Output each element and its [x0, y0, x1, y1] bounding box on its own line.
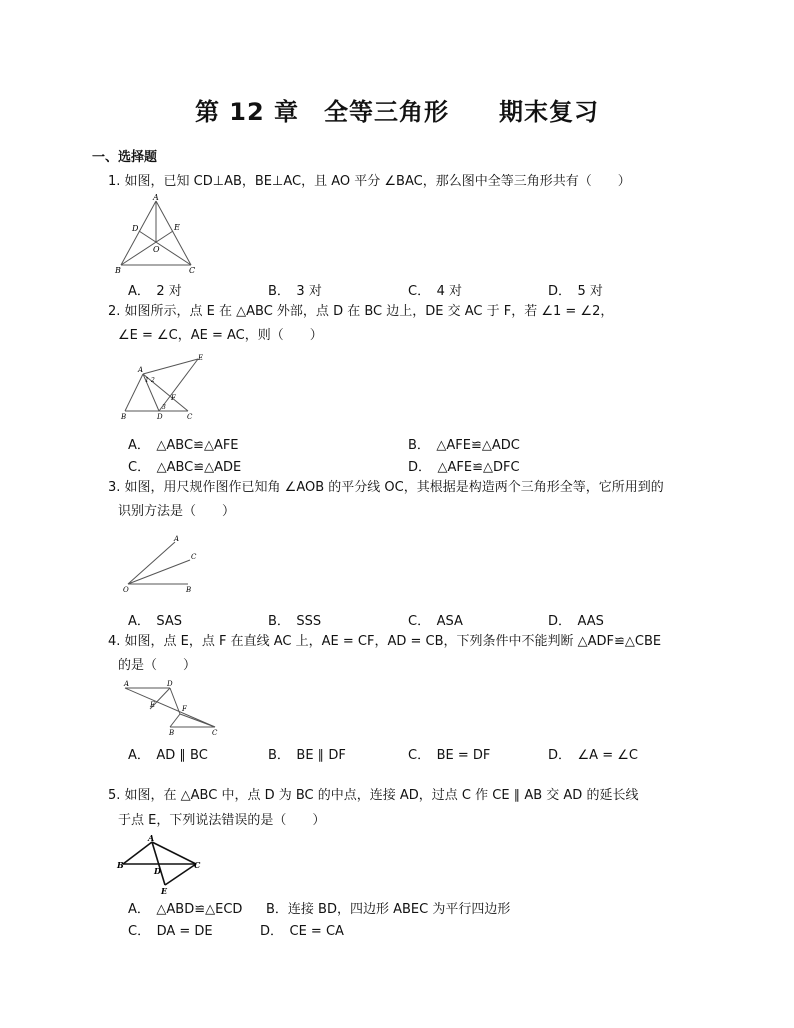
q4-option-b[interactable]: B． BE ∥ DF [268, 748, 346, 763]
q5-label-e: E [161, 886, 168, 896]
q4-label-b: B [169, 729, 175, 737]
q2-stem-line2: ∠E = ∠C，AE = AC，则（ ） [118, 328, 323, 343]
q4-option-d[interactable]: D． ∠A = ∠C [548, 748, 638, 763]
q2-label-f: F [171, 394, 176, 402]
q5-stem-line1: 5. 如图，在 △ABC 中，点 D 为 BC 的中点，连接 AD，过点 C 作 CE ∥ AB 交 AD 的延长线 [108, 788, 639, 803]
q4-stem-line2: 的是（ ） [118, 658, 197, 673]
q3-stem-line1: 3. 如图，用尺规作图作已知角 ∠AOB 的平分线 OC，其根据是构造两个三角形全等，它所用到的 [108, 480, 664, 495]
q5-figure [116, 832, 211, 894]
q3-figure [120, 534, 205, 596]
q3-option-d[interactable]: D． AAS [548, 614, 604, 629]
page-title: 第 12 章 全等三角形 期末复习 [194, 98, 600, 126]
q1-label-c: C [189, 266, 196, 275]
q1-figure [112, 193, 202, 276]
q2-option-b[interactable]: B． △AFE≌△ADC [408, 438, 520, 453]
q3-option-a[interactable]: A． SAS [128, 614, 183, 629]
q2-label-d: D [157, 413, 163, 421]
q4-option-c[interactable]: C． BE = DF [408, 748, 491, 763]
q5-option-d[interactable]: D． CE = CA [260, 924, 344, 939]
q4-stem-line1: 4. 如图，点 E，点 F 在直线 AC 上，AE = CF，AD = CB，下列条件中不能判断 △ADF≌△CBE [108, 634, 662, 649]
q3-stem-line2: 识别方法是（ ） [118, 504, 236, 519]
q1-label-e: E [174, 223, 180, 232]
q3-option-b[interactable]: B． SSS [268, 614, 322, 629]
q2-figure [118, 354, 208, 426]
q2-stem-line1: 2. 如图所示，点 E 在 △ABC 外部，点 D 在 BC 边上，DE 交 AC 于 F，若 ∠1 = ∠2， [108, 304, 614, 319]
section-heading: 一、选择题 [92, 150, 158, 165]
q3-label-c: C [191, 553, 197, 561]
q5-label-c: C [194, 860, 201, 870]
q2-option-c[interactable]: C． △ABC≌△ADE [128, 460, 242, 475]
q5-option-b[interactable]: B．连接 BD，四边形 ABEC 为平行四边形 [266, 902, 511, 917]
q2-label-a: A [138, 366, 144, 374]
q2-angle-1: 1 [145, 377, 149, 384]
q4-label-e: E [150, 701, 156, 709]
q5-label-b: B [117, 860, 124, 870]
q2-label-c: C [187, 413, 193, 421]
q4-label-a: A [124, 680, 130, 688]
q4-label-c: C [212, 729, 218, 737]
q5-option-c[interactable]: C． DA = DE [128, 924, 213, 939]
q3-label-o: O [123, 586, 129, 594]
q2-angle-2: 2 [151, 377, 155, 384]
q1-option-c[interactable]: C． 4 对 [408, 284, 462, 299]
q3-label-b: B [186, 586, 192, 594]
q5-option-a[interactable]: A． △ABD≌△ECD [128, 902, 243, 917]
q2-label-e: E [198, 354, 204, 362]
q1-stem: 1. 如图，已知 CD⊥AB，BE⊥AC，且 AO 平分 ∠BAC，那么图中全等三角形共有（ ） [108, 174, 631, 189]
q4-option-a[interactable]: A． AD ∥ BC [128, 748, 208, 763]
q5-label-d: D [154, 866, 161, 876]
q4-figure [120, 677, 220, 737]
q1-label-o: O [153, 245, 160, 254]
q1-label-a: A [153, 193, 159, 202]
q1-label-b: B [115, 266, 121, 275]
q3-option-c[interactable]: C． ASA [408, 614, 463, 629]
q3-label-a: A [174, 535, 180, 543]
q4-label-f: F [182, 705, 187, 713]
q2-label-b: B [121, 413, 127, 421]
q1-option-d[interactable]: D． 5 对 [548, 284, 603, 299]
q1-label-d: D [132, 224, 139, 233]
q2-option-d[interactable]: D． △AFE≌△DFC [408, 460, 520, 475]
q4-label-d: D [167, 680, 173, 688]
q5-label-a: A [148, 833, 155, 843]
q2-option-a[interactable]: A． △ABC≌△AFE [128, 438, 239, 453]
q5-stem-line2: 于点 E，下列说法错误的是（ ） [118, 813, 326, 828]
q1-option-b[interactable]: B． 3 对 [268, 284, 322, 299]
q2-angle-3: 3 [162, 404, 166, 411]
q1-option-a[interactable]: A． 2 对 [128, 284, 182, 299]
